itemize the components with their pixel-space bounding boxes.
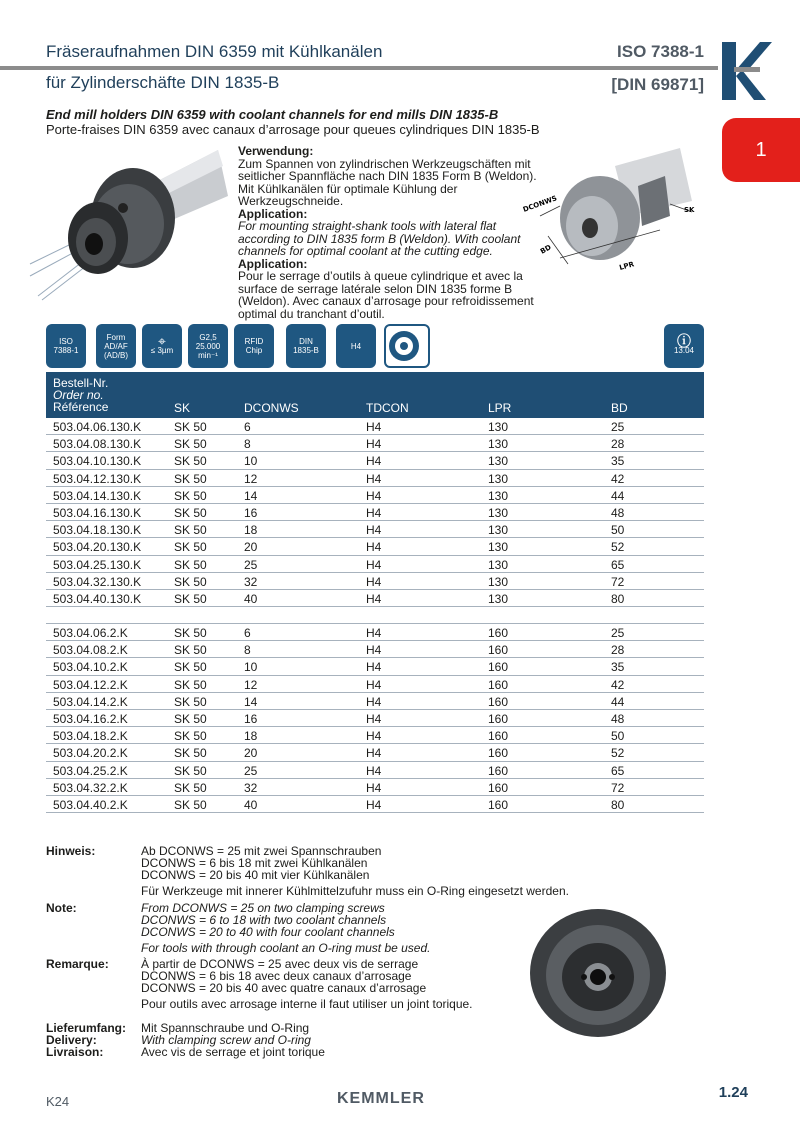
table-row xyxy=(46,538,704,555)
lieferumfang-label: Lieferumfang: xyxy=(46,1021,127,1035)
table-cell: SK 50 xyxy=(174,557,207,572)
table-cell: SK 50 xyxy=(174,746,207,761)
table-cell: 10 xyxy=(244,454,258,469)
description xyxy=(238,145,538,320)
desc-en-heading: Application: xyxy=(238,206,308,221)
note-4: For tools with through coolant an O-ring must be used. xyxy=(141,941,431,955)
tool-holder-photo xyxy=(28,146,238,304)
table-cell: 10 xyxy=(244,660,258,675)
table-cell: 8 xyxy=(244,643,251,658)
desc-en-text: For mounting straight-shank tools with lateral flat according to DIN 1835 form B (Weldon). With coolant channels for optimal coolant at the cutting edge. xyxy=(238,219,521,258)
livraison-text: Avec vis de serrage et joint torique xyxy=(141,1045,325,1059)
label-sk: SK xyxy=(684,206,695,214)
delivery-label: Delivery: xyxy=(46,1033,97,1047)
table-cell: H4 xyxy=(366,780,382,795)
table-cell: 503.04.06.2.K xyxy=(53,626,128,641)
table-cell: SK 50 xyxy=(174,677,207,692)
livraison-label: Livraison: xyxy=(46,1045,104,1059)
table-cell: SK 50 xyxy=(174,694,207,709)
table-cell: 18 xyxy=(244,729,258,744)
table-cell: 160 xyxy=(488,643,509,658)
table-cell: 503.04.12.2.K xyxy=(53,677,128,692)
table-row xyxy=(46,452,704,469)
table-cell: H4 xyxy=(366,454,382,469)
table-cell: SK 50 xyxy=(174,471,207,486)
table-cell: 16 xyxy=(244,712,258,726)
table-cell: H4 xyxy=(366,471,382,486)
table-cell: SK 50 xyxy=(174,763,207,778)
table-row xyxy=(46,504,704,521)
table-cell: H4 xyxy=(366,797,382,812)
hinweis-1: Ab DCONWS = 25 mit zwei Spannschrauben xyxy=(141,844,382,858)
col-tdcon: TDCON xyxy=(366,401,409,415)
remarque-4: Pour outils avec arrosage interne il faut utiliser un joint torique. xyxy=(141,997,473,1011)
table-cell: 130 xyxy=(488,488,509,503)
table-cell: 130 xyxy=(488,540,509,555)
col-lpr: LPR xyxy=(488,401,512,415)
table-cell: 160 xyxy=(488,677,509,692)
remarque-label: Remarque: xyxy=(46,957,109,971)
table-cell: 25 xyxy=(244,557,258,572)
table-cell: 503.04.18.2.K xyxy=(53,729,128,744)
table-cell: 50 xyxy=(611,523,625,538)
kemmler-k-logo xyxy=(720,40,772,102)
table-cell: H4 xyxy=(366,574,382,589)
table-cell: SK 50 xyxy=(174,420,207,434)
table-cell: 12 xyxy=(244,471,258,486)
table-cell: H4 xyxy=(366,712,382,726)
table-cell: 503.04.40.130.K xyxy=(53,591,142,606)
table-cell: 14 xyxy=(244,694,258,709)
footer-page-code: K24 xyxy=(46,1094,70,1109)
table-row xyxy=(46,418,704,435)
table-cell: SK 50 xyxy=(174,591,207,606)
table-cell: H4 xyxy=(366,488,382,503)
table-cell: 130 xyxy=(488,437,509,452)
table-cell: 503.04.14.130.K xyxy=(53,488,142,503)
table-cell: 160 xyxy=(488,712,509,726)
table-cell: 12 xyxy=(244,677,258,692)
label-bd: BD xyxy=(539,243,553,256)
note-1: From DCONWS = 25 on two clamping screws xyxy=(141,901,385,915)
remarque-3: DCONWS = 20 bis 40 avec quatre canaux d’arrosage xyxy=(141,981,427,995)
table-cell: H4 xyxy=(366,540,382,555)
table-row xyxy=(46,693,704,710)
table-cell: 35 xyxy=(611,454,625,469)
table-cell: SK 50 xyxy=(174,660,207,675)
hinweis-label: Hinweis: xyxy=(46,844,96,858)
col-sk: SK xyxy=(174,401,191,415)
table-cell: 503.04.32.130.K xyxy=(53,574,142,589)
page-subtitle: für Zylinderschäfte DIN 1835-B xyxy=(46,73,280,92)
label-dconws: DCONWS xyxy=(521,194,559,214)
table-row xyxy=(46,744,704,761)
table-cell: 503.04.18.130.K xyxy=(53,523,142,538)
table-cell: SK 50 xyxy=(174,437,207,452)
table-row xyxy=(46,762,704,779)
page-title: Fräseraufnahmen DIN 6359 mit Kühlkanälen xyxy=(46,42,383,61)
table-cell: H4 xyxy=(366,729,382,744)
subtitle-fr: Porte-fraises DIN 6359 avec canaux d’arrosage pour queues cylindriques DIN 1835-B xyxy=(46,122,540,137)
table-cell: 130 xyxy=(488,591,509,606)
table-cell: 160 xyxy=(488,746,509,761)
table-cell: 130 xyxy=(488,505,509,520)
table-spacer xyxy=(46,607,704,624)
table-cell: 503.04.20.2.K xyxy=(53,746,128,761)
desc-de-heading: Verwendung: xyxy=(238,144,314,158)
col-dconws: DCONWS xyxy=(244,401,299,415)
table-cell: H4 xyxy=(366,660,382,675)
table-cell: H4 xyxy=(366,420,382,434)
desc-fr-heading: Application: xyxy=(238,256,308,271)
table-cell: 42 xyxy=(611,677,625,692)
table-row xyxy=(46,658,704,675)
table-cell: 40 xyxy=(244,797,258,812)
table-cell: SK 50 xyxy=(174,643,207,658)
table-cell: 28 xyxy=(611,437,625,452)
table-cell: SK 50 xyxy=(174,780,207,795)
table-cell: 160 xyxy=(488,694,509,709)
table-row xyxy=(46,556,704,573)
table-row xyxy=(46,470,704,487)
table-cell: SK 50 xyxy=(174,797,207,812)
table-row xyxy=(46,710,704,727)
table-cell: SK 50 xyxy=(174,488,207,503)
table-cell: 65 xyxy=(611,763,625,778)
table-cell: SK 50 xyxy=(174,505,207,520)
hinweis-4: Für Werkzeuge mit innerer Kühlmittelzufuhr muss ein O-Ring eingesetzt werden. xyxy=(141,884,569,898)
remarque-1: À partir de DCONWS = 25 avec deux vis de serrage xyxy=(141,957,419,971)
table-cell: 503.04.16.2.K xyxy=(53,712,128,726)
table-cell: H4 xyxy=(366,557,382,572)
info-icon: ⓘ 13.04 xyxy=(664,324,704,368)
table-cell: 160 xyxy=(488,780,509,795)
note-3: DCONWS = 20 to 40 with four coolant channels xyxy=(141,925,395,939)
table-cell: 503.04.08.2.K xyxy=(53,643,128,658)
table-cell: 52 xyxy=(611,746,625,761)
table-cell: 6 xyxy=(244,420,251,434)
table-cell: 503.04.25.2.K xyxy=(53,763,128,778)
lieferumfang-text: Mit Spannschraube und O-Ring xyxy=(141,1021,310,1035)
table-row xyxy=(46,796,704,813)
footer-brand: KEMMLER xyxy=(337,1090,425,1107)
table-cell: 160 xyxy=(488,729,509,744)
order-no-header: Bestell-Nr. Order no. Référence xyxy=(53,376,109,414)
desc-fr-text: Pour le serrage d’outils à queue cylindrique et avec la surface de serrage latérale selon DIN 1835 forme B (Weldon). Avec canaux d’arrosage pour refroidissement optimal du tranchant d’outil. xyxy=(238,269,534,321)
table-cell: 35 xyxy=(611,660,625,675)
iso-icon: ISO 7388-1 xyxy=(46,324,86,368)
table-cell: 503.04.10.130.K xyxy=(53,454,142,469)
table-header xyxy=(46,372,704,418)
hinweis-3: DCONWS = 20 bis 40 mit vier Kühlkanälen xyxy=(141,868,370,882)
table-cell: 40 xyxy=(244,591,258,606)
table-cell: SK 50 xyxy=(174,712,207,726)
table-cell: 80 xyxy=(611,591,625,606)
table-cell: H4 xyxy=(366,694,382,709)
table-cell: 6 xyxy=(244,626,251,641)
table-cell: SK 50 xyxy=(174,729,207,744)
label-lpr: LPR xyxy=(618,260,635,272)
table-cell: 48 xyxy=(611,505,625,520)
table-cell: 8 xyxy=(244,437,251,452)
table-cell: 72 xyxy=(611,574,625,589)
footer-page-number: 1.24 xyxy=(718,1084,748,1101)
rfid-icon: RFID Chip xyxy=(234,324,274,368)
table-cell: 130 xyxy=(488,523,509,538)
table-cell: 20 xyxy=(244,540,258,555)
table-cell: H4 xyxy=(366,437,382,452)
table-cell: H4 xyxy=(366,677,382,692)
coolant-icon xyxy=(384,324,430,368)
table-cell: 32 xyxy=(244,574,258,589)
table-cell: 503.04.16.130.K xyxy=(53,505,142,520)
note-label: Note: xyxy=(46,901,77,915)
table-cell: 130 xyxy=(488,454,509,469)
table-cell: 160 xyxy=(488,660,509,675)
section-tab: 1 xyxy=(722,118,800,182)
din-icon: DIN 1835-B xyxy=(286,324,326,368)
table-cell: H4 xyxy=(366,591,382,606)
table-row xyxy=(46,676,704,693)
table-cell: 44 xyxy=(611,694,625,709)
table-cell: 130 xyxy=(488,471,509,486)
table-row xyxy=(46,573,704,590)
table-cell: 25 xyxy=(611,626,625,641)
table-row xyxy=(46,487,704,504)
balancing-icon: G2,5 25.000 min⁻¹ xyxy=(188,324,228,368)
table-row xyxy=(46,590,704,607)
table-cell: SK 50 xyxy=(174,454,207,469)
table-cell: 503.04.20.130.K xyxy=(53,540,142,555)
table-row xyxy=(46,624,704,641)
delivery-text: With clamping screw and O-ring xyxy=(141,1033,311,1047)
hinweis-2: DCONWS = 6 bis 18 mit zwei Kühlkanälen xyxy=(141,856,368,870)
table-cell: 160 xyxy=(488,797,509,812)
table-cell: 42 xyxy=(611,471,625,486)
col-bd: BD xyxy=(611,401,628,415)
table-cell: H4 xyxy=(366,643,382,658)
table-cell: 503.04.40.2.K xyxy=(53,797,128,812)
header-divider xyxy=(0,66,718,70)
table-cell: H4 xyxy=(366,626,382,641)
table-cell: 20 xyxy=(244,746,258,761)
table-cell: 80 xyxy=(611,797,625,812)
subtitle-en: End mill holders DIN 6359 with coolant channels for end mills DIN 1835-B xyxy=(46,107,499,122)
table-cell: SK 50 xyxy=(174,523,207,538)
note-2: DCONWS = 6 to 18 with two coolant channels xyxy=(141,913,387,927)
form-icon: Form AD/AF (AD/B) xyxy=(96,324,136,368)
din-standard: [DIN 69871] xyxy=(611,75,704,94)
table-row xyxy=(46,727,704,744)
table-cell: 14 xyxy=(244,488,258,503)
table-cell: 503.04.12.130.K xyxy=(53,471,142,486)
holder-front-photo xyxy=(528,905,668,1040)
table-cell: 28 xyxy=(611,643,625,658)
runout-icon: ⌖ ≤ 3µm xyxy=(142,324,182,368)
table-cell: 160 xyxy=(488,626,509,641)
table-cell: 65 xyxy=(611,557,625,572)
table-cell: 503.04.06.130.K xyxy=(53,420,142,434)
table-row xyxy=(46,521,704,538)
remarque-2: DCONWS = 6 bis 18 avec deux canaux d’arrosage xyxy=(141,969,412,983)
table-cell: 25 xyxy=(611,420,625,434)
table-cell: 25 xyxy=(244,763,258,778)
iso-standard: ISO 7388-1 xyxy=(617,42,704,61)
table-cell: 16 xyxy=(244,505,258,520)
table-cell: 503.04.25.130.K xyxy=(53,557,142,572)
table-cell: SK 50 xyxy=(174,626,207,641)
table-row xyxy=(46,641,704,658)
table-cell: H4 xyxy=(366,763,382,778)
table-cell: H4 xyxy=(366,523,382,538)
feature-icons xyxy=(46,324,704,370)
table-cell: 48 xyxy=(611,712,625,726)
table-row xyxy=(46,779,704,796)
desc-de-text: Zum Spannen von zylindrischen Werkzeugschäften mit seitlicher Spannfläche nach DIN 1835 Form B (Weldon). Mit Kühlkanälen für optimale Kühlung der Werkzeugschneide. xyxy=(238,156,537,208)
table-group-160 xyxy=(46,624,704,813)
table-cell: 503.04.14.2.K xyxy=(53,694,128,709)
table-cell: 130 xyxy=(488,420,509,434)
table-cell: 18 xyxy=(244,523,258,538)
product-table xyxy=(46,372,704,813)
table-row xyxy=(46,435,704,452)
table-cell: 130 xyxy=(488,574,509,589)
table-cell: 72 xyxy=(611,780,625,795)
table-group-130 xyxy=(46,418,704,607)
table-cell: 503.04.08.130.K xyxy=(53,437,142,452)
table-cell: 503.04.32.2.K xyxy=(53,780,128,795)
table-cell: 130 xyxy=(488,557,509,572)
table-cell: 160 xyxy=(488,763,509,778)
table-cell: SK 50 xyxy=(174,574,207,589)
table-cell: 32 xyxy=(244,780,258,795)
table-cell: 503.04.10.2.K xyxy=(53,660,128,675)
dimension-diagram xyxy=(520,146,710,286)
table-cell: 52 xyxy=(611,540,625,555)
table-cell: 50 xyxy=(611,729,625,744)
table-cell: H4 xyxy=(366,746,382,761)
table-cell: H4 xyxy=(366,505,382,520)
table-cell: SK 50 xyxy=(174,540,207,555)
tolerance-icon: H4 xyxy=(336,324,376,368)
table-cell: 44 xyxy=(611,488,625,503)
